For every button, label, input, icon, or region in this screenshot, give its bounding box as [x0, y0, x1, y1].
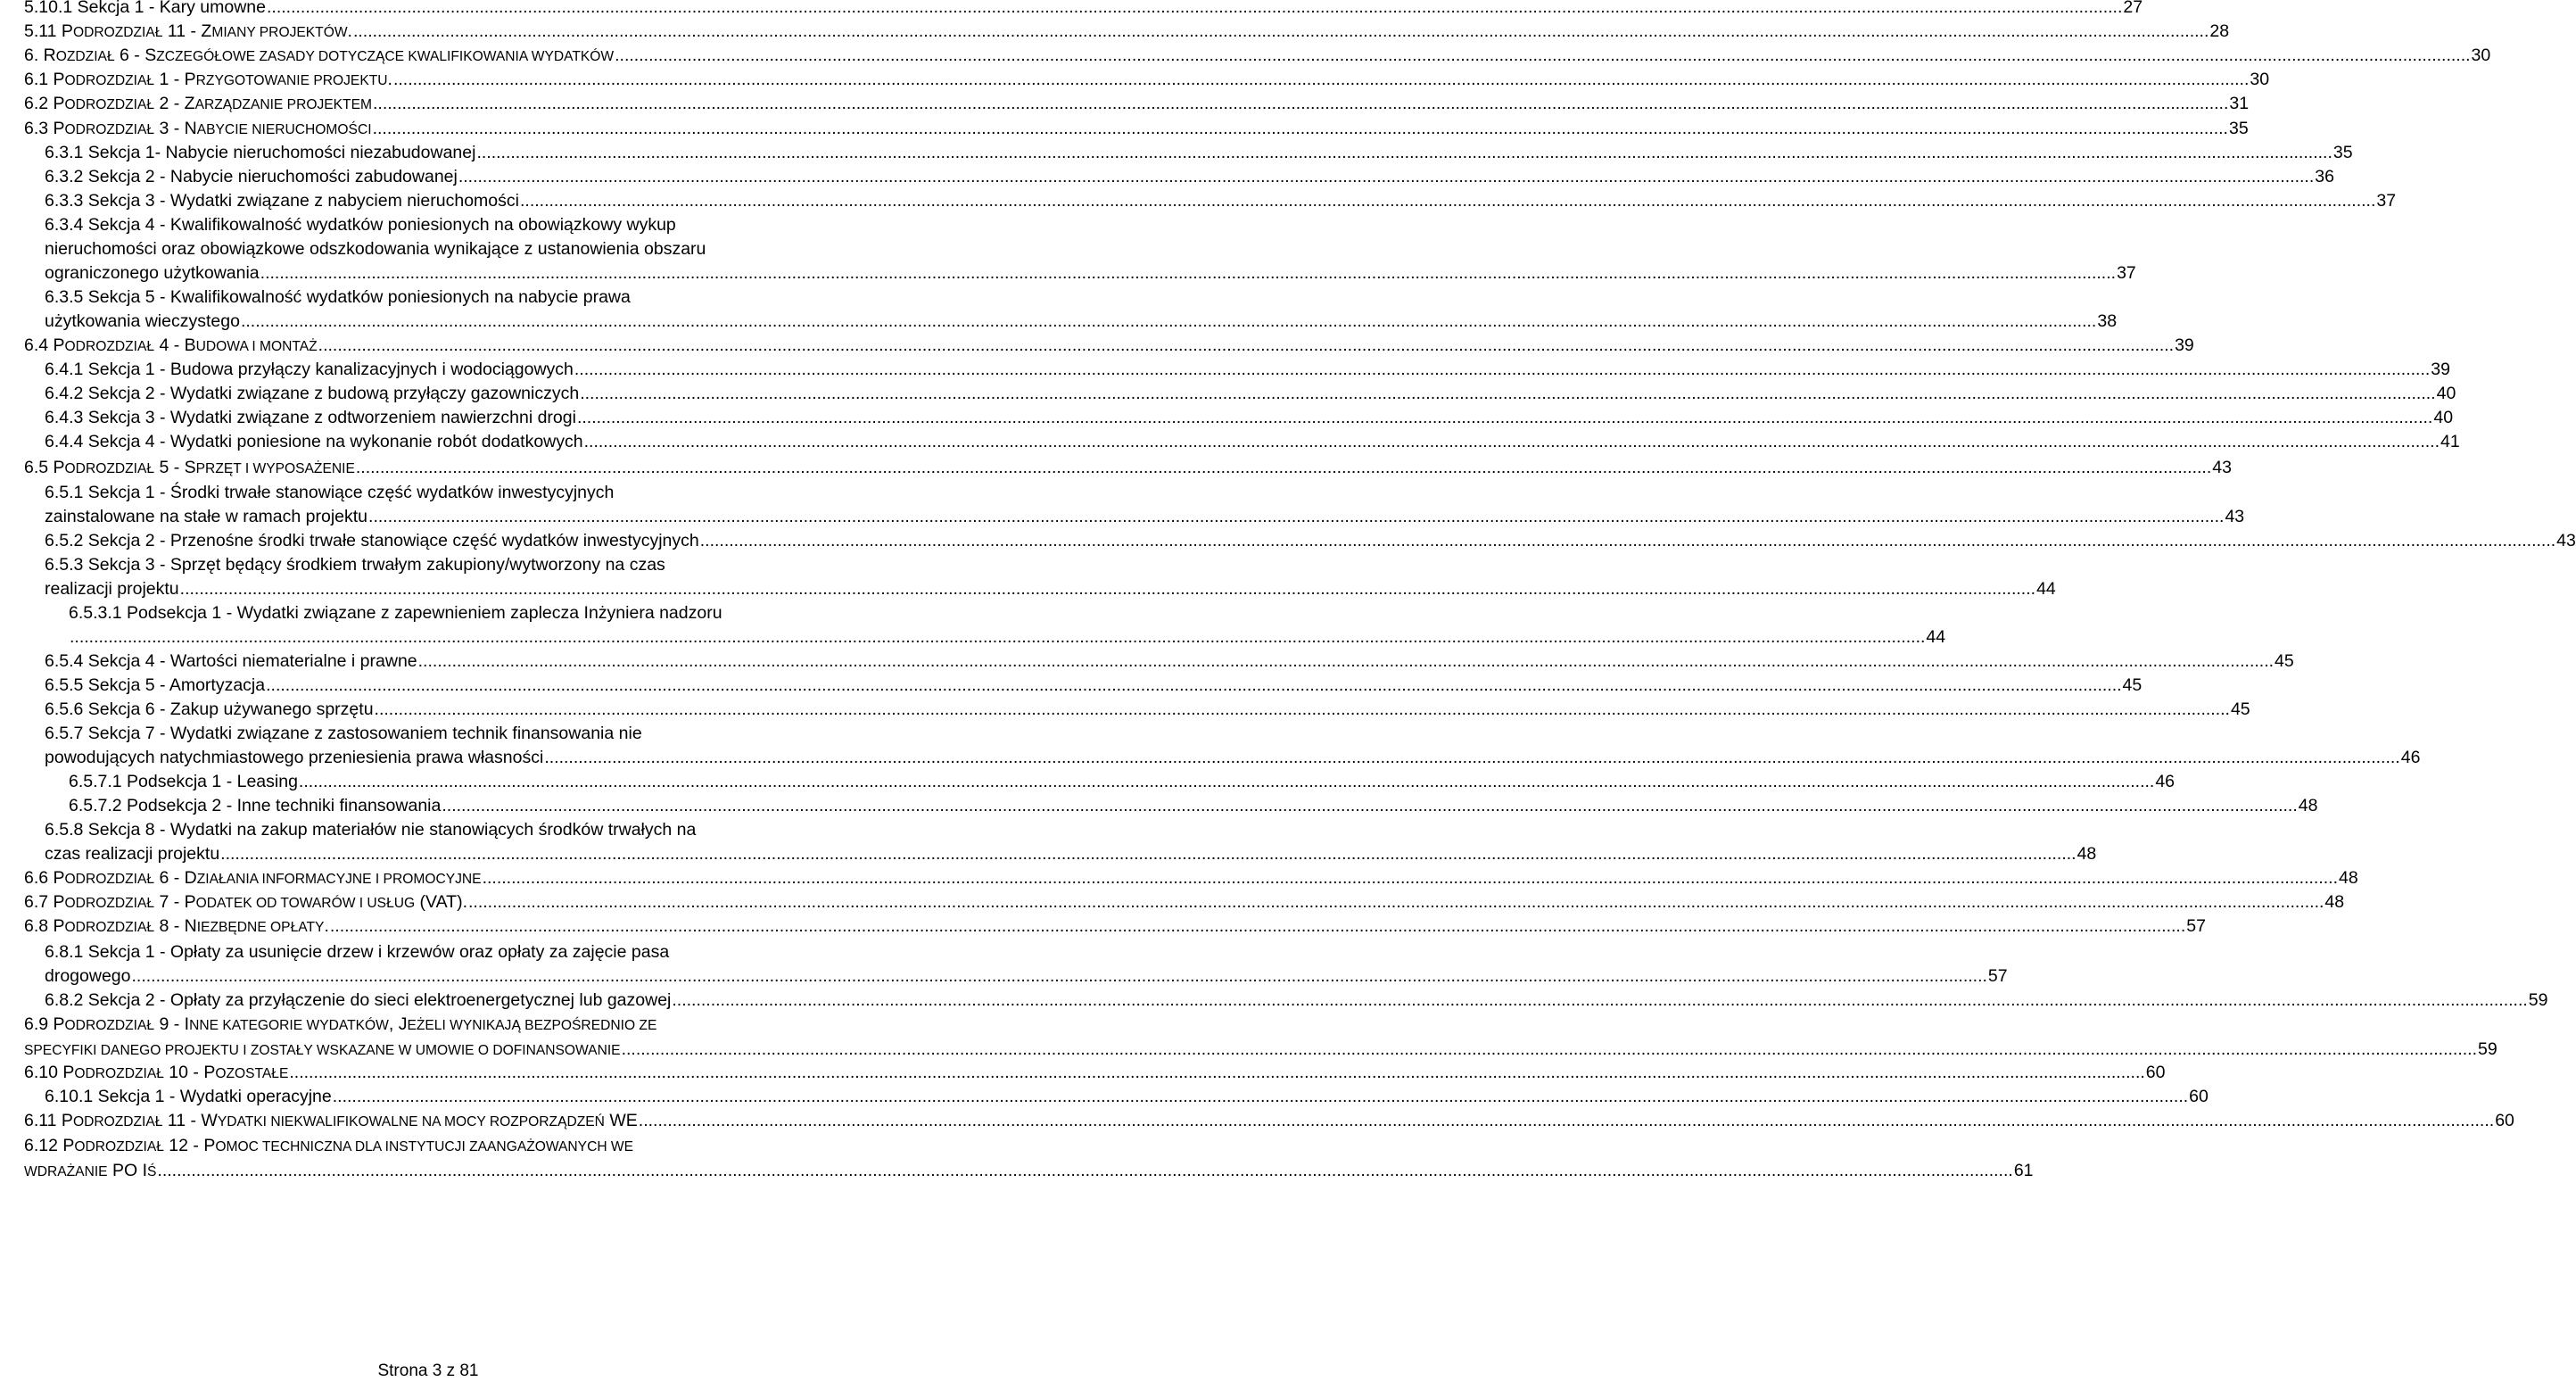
- toc-entry-page-number: 38: [2097, 311, 2118, 331]
- toc-entry-page-number: 39: [2431, 360, 2450, 379]
- toc-entry-line: [24, 914, 2206, 939]
- toc-entry-line: [45, 358, 2450, 382]
- toc-entry[interactable]: [45, 213, 2136, 286]
- toc-entry[interactable]: [24, 456, 2232, 481]
- toc-entry-line: [45, 842, 2097, 866]
- dot-leader: [577, 406, 2432, 430]
- toc-entry[interactable]: [24, 1109, 2514, 1134]
- dot-leader: [180, 577, 2035, 601]
- toc-entry-line: [45, 165, 2334, 189]
- toc-entry[interactable]: [45, 529, 2576, 553]
- toc-entry-page-number: 60: [2495, 1111, 2514, 1130]
- dot-leader: [333, 1085, 2188, 1109]
- toc-entry-title: drogowego: [45, 966, 131, 986]
- toc-entry[interactable]: [24, 117, 2249, 142]
- toc-entry[interactable]: [45, 674, 2143, 698]
- toc-entry-title: 6.8 PODROZDZIAŁ 8 - NIEZBĘDNE OPŁATY.: [24, 916, 329, 936]
- toc-entry-page-number: 39: [2175, 335, 2194, 355]
- toc-entry-line: [45, 261, 2136, 286]
- toc-entry[interactable]: [45, 940, 2008, 989]
- dot-leader: [266, 674, 2121, 698]
- toc-entry-title: 6.5.3 Sekcja 3 - Sprzęt będący środkiem trwałym zakupiony/wytworzony na czas: [45, 555, 665, 575]
- toc-entry-page-number: 35: [2228, 119, 2249, 138]
- toc-entry-line: [69, 601, 852, 625]
- toc-entry[interactable]: [24, 0, 2143, 20]
- toc-entry-page-number: 48: [2324, 892, 2345, 912]
- toc-entry-page-number: 40: [2436, 384, 2456, 403]
- toc-entry-line: [24, 20, 2230, 45]
- toc-entry-line: [45, 989, 2548, 1013]
- toc-entry-line: [24, 334, 2194, 359]
- dot-leader: [615, 44, 2470, 68]
- toc-entry-title: 6.4.4 Sekcja 4 - Wydatki poniesione na wykonanie robót dodatkowych: [45, 432, 583, 451]
- toc-entry-title: 6.5.7 Sekcja 7 - Wydatki związane z zastosowaniem technik finansowania nie: [45, 724, 642, 743]
- toc-entry[interactable]: [45, 1085, 2209, 1109]
- dot-leader: [622, 1038, 2477, 1062]
- toc-entry-title: 6.10 PODROZDZIAŁ 10 - POZOSTAŁE: [24, 1063, 289, 1082]
- toc-entry-title: realizacji projektu: [45, 579, 179, 599]
- toc-entry-line: [24, 866, 2358, 891]
- dot-leader: [468, 890, 2324, 914]
- toc-entry[interactable]: [24, 914, 2206, 939]
- toc-entry-line: [24, 117, 2249, 142]
- toc-entry-line: [69, 625, 1946, 650]
- toc-entry-page-number: 30: [2471, 46, 2491, 65]
- toc-entry-page-number: 48: [2298, 796, 2318, 815]
- toc-entry-title: 6.3.1 Sekcja 1- Nabycie nieruchomości niezabudowanej: [45, 143, 476, 162]
- toc-entry-title: 6.4.1 Sekcja 1 - Budowa przyłączy kanalizacyjnych i wodociągowych: [45, 360, 574, 379]
- toc-entry-line: [45, 940, 852, 964]
- toc-entry-line: [24, 1013, 852, 1038]
- toc-entry-line: [45, 286, 852, 310]
- toc-entry-title: 6.5.3.1 Podsekcja 1 - Wydatki związane z zapewnieniem zaplecza Inżyniera nadzoru: [69, 603, 722, 623]
- toc-entry-line: [45, 189, 2397, 213]
- toc-entry[interactable]: [24, 44, 2491, 69]
- toc-entry-title: 6.3.5 Sekcja 5 - Kwalifikowalność wydatków poniesionych na nabycie prawa: [45, 287, 631, 307]
- toc-entry[interactable]: [69, 770, 2176, 794]
- dot-leader: [299, 770, 2154, 794]
- dot-leader: [375, 698, 2230, 722]
- toc-entry-line: [45, 746, 2421, 770]
- dot-leader: [267, 0, 2122, 20]
- dot-leader: [672, 989, 2527, 1013]
- toc-entry-title: zainstalowane na stałe w ramach projektu: [45, 507, 368, 526]
- dot-leader: [442, 794, 2297, 818]
- dot-leader: [418, 650, 2274, 674]
- toc-entry-page-number: 36: [2315, 167, 2334, 186]
- toc-entry-title: 6.5.8 Sekcja 8 - Wydatki na zakup materiałów nie stanowiących środków trwałych na: [45, 820, 697, 840]
- dot-leader: [580, 382, 2435, 406]
- toc-entry[interactable]: [24, 92, 2250, 117]
- toc-entry-line: [24, 456, 2232, 481]
- toc-entry-line: [24, 1038, 2498, 1063]
- toc-entry-line: [24, 68, 2270, 93]
- toc-entry[interactable]: [45, 989, 2548, 1013]
- toc-entry[interactable]: [45, 650, 2294, 674]
- toc-entry-line: [24, 1134, 852, 1159]
- dot-leader: [700, 529, 2555, 553]
- toc-entry[interactable]: [45, 382, 2456, 406]
- toc-entry-title: 6.5.7.2 Podsekcja 2 - Inne techniki finansowania: [69, 796, 442, 815]
- toc-entry-line: [45, 722, 852, 746]
- dot-leader: [70, 625, 1925, 650]
- toc-entry-title: 6.1 PODROZDZIAŁ 1 - PRZYGOTOWANIE PROJEKTU.: [24, 70, 392, 89]
- toc-entry-title: 6.12 PODROZDZIAŁ 12 - POMOC TECHNICZNA DLA INSTYTUCJI ZAANGAŻOWANYCH WE: [24, 1136, 634, 1155]
- toc-entry-line: [45, 382, 2456, 406]
- toc-entry-line: [45, 818, 852, 842]
- toc-entry[interactable]: [24, 1013, 2498, 1063]
- toc-entry[interactable]: [45, 430, 2460, 454]
- toc-entry-line: [24, 92, 2250, 117]
- toc-entry-title: 6.8.1 Sekcja 1 - Opłaty za usunięcie drzew i krzewów oraz opłaty za zajęcie pasa: [45, 942, 670, 962]
- toc-entry-title: użytkowania wieczystego: [45, 311, 240, 331]
- toc-entry-title: 5.11 PODROZDZIAŁ 11 - ZMIANY PROJEKTÓW.: [24, 21, 352, 41]
- toc-entry-page-number: 59: [2528, 990, 2548, 1010]
- toc-entry-page-number: 60: [2189, 1087, 2209, 1106]
- toc-entry-line: [45, 430, 2460, 454]
- toc-entry-line: [45, 141, 2353, 165]
- toc-entry-line: [45, 674, 2143, 698]
- toc-entry-title: 6.4 PODROZDZIAŁ 4 - BUDOWA I MONTAŻ: [24, 335, 318, 355]
- toc-entry[interactable]: [24, 20, 2230, 45]
- dot-leader: [393, 68, 2249, 92]
- toc-entry-page-number: 57: [2186, 916, 2206, 936]
- toc-entry-page-number: 45: [2230, 699, 2250, 719]
- toc-entry-title: 6.5 PODROZDZIAŁ 5 - SPRZĘT I WYPOSAŻENIE: [24, 458, 355, 477]
- dot-leader: [544, 746, 2399, 770]
- toc-entry-line: [45, 964, 2008, 989]
- toc-entry[interactable]: [24, 1061, 2166, 1086]
- toc-entry-page-number: 43: [2225, 507, 2245, 526]
- toc-entry[interactable]: [45, 286, 2118, 334]
- toc-entry[interactable]: [24, 334, 2194, 359]
- toc-entry-page-number: 31: [2229, 94, 2250, 113]
- toc-entry-page-number: 44: [1926, 627, 1946, 647]
- dot-leader: [483, 866, 2338, 890]
- toc-entry-title: 6.3.4 Sekcja 4 - Kwalifikowalność wydatków poniesionych na obowiązkowy wykup: [45, 215, 676, 235]
- page-footer: Strona 3 z 81: [377, 1361, 479, 1380]
- toc-entry[interactable]: [45, 141, 2353, 165]
- toc-entry-title: 5.10.1 Sekcja 1 - Kary umowne: [24, 0, 266, 17]
- toc-entry-title: powodujących natychmiastowego przeniesienia prawa własności: [45, 748, 544, 767]
- toc-entry[interactable]: [45, 722, 2421, 770]
- toc-entry-title: 6.5.1 Sekcja 1 - Środki trwałe stanowiące część wydatków inwestycyjnych: [45, 483, 615, 502]
- dot-leader: [220, 842, 2076, 866]
- dot-leader: [330, 914, 2185, 939]
- toc-entry-title: SPECYFIKI DANEGO PROJEKTU I ZOSTAŁY WSKAZANE W UMOWIE O DOFINANSOWANIE: [24, 1043, 621, 1058]
- toc-entry-title: 6.3.3 Sekcja 3 - Wydatki związane z nabyciem nieruchomości: [45, 191, 519, 211]
- toc-entry-page-number: 40: [2433, 408, 2454, 427]
- toc-entry-line: [45, 310, 2118, 334]
- toc-entry[interactable]: [45, 358, 2450, 382]
- toc-entry-line: [45, 577, 2056, 601]
- dot-leader: [584, 430, 2440, 454]
- toc-entry-line: [45, 650, 2294, 674]
- toc-entry[interactable]: [24, 866, 2358, 891]
- toc-entry-page-number: 60: [2145, 1063, 2166, 1082]
- dot-leader: [368, 505, 2224, 529]
- toc-entry-title: 6.3 PODROZDZIAŁ 3 - NABYCIE NIERUCHOMOŚCI: [24, 119, 372, 138]
- toc-entry-title: 6.11 PODROZDZIAŁ 11 - WYDATKI NIEKWALIFIKOWALNE NA MOCY ROZPORZĄDZEŃ WE: [24, 1111, 638, 1130]
- toc-entry-page-number: 46: [2400, 748, 2421, 767]
- toc-entry-title: WDRAŻANIE PO IŚ: [24, 1161, 157, 1180]
- dot-leader: [318, 334, 2174, 358]
- toc-entry-line: [24, 1109, 2514, 1134]
- toc-entry-line: [24, 0, 2143, 20]
- toc-entry-page-number: 43: [2212, 458, 2232, 477]
- dot-leader: [520, 189, 2375, 213]
- toc-entry-page-number: 48: [2076, 844, 2097, 864]
- toc-entry-line: [45, 698, 2250, 722]
- toc-entry-page-number: 59: [2478, 1039, 2498, 1059]
- toc-entry-title: 6.5.2 Sekcja 2 - Przenośne środki trwałe stanowiące część wydatków inwestycyjnych: [45, 531, 699, 550]
- toc-entry[interactable]: [24, 1134, 2034, 1184]
- toc-entry[interactable]: [69, 794, 2318, 818]
- toc-entry[interactable]: [24, 890, 2345, 915]
- toc-entry-line: [45, 505, 2245, 529]
- dot-leader: [132, 964, 1987, 989]
- toc-entry[interactable]: [69, 601, 1946, 650]
- toc-entry-title: 6.5.6 Sekcja 6 - Zakup używanego sprzętu: [45, 699, 374, 719]
- toc-entry-line: [69, 794, 2318, 818]
- toc-entry[interactable]: [45, 818, 2097, 866]
- toc-entry-page-number: 43: [2556, 531, 2576, 550]
- dot-leader: [476, 141, 2332, 165]
- toc-entry[interactable]: [45, 189, 2397, 213]
- toc-entry-page-number: 28: [2209, 21, 2230, 41]
- toc-entry-title: czas realizacji projektu: [45, 844, 220, 864]
- toc-entry-title: 6.5.7.1 Podsekcja 1 - Leasing: [69, 772, 298, 791]
- dot-leader: [639, 1109, 2494, 1133]
- toc-entry-page-number: 41: [2440, 432, 2460, 451]
- toc-entry-page-number: 30: [2250, 70, 2270, 89]
- toc-entry[interactable]: [45, 165, 2334, 189]
- toc-entry-title: 6.4.2 Sekcja 2 - Wydatki związane z budową przyłączy gazowniczych: [45, 384, 580, 403]
- toc-entry-page-number: 61: [2013, 1161, 2034, 1180]
- toc-entry-title: 6.5.5 Sekcja 5 - Amortyzacja: [45, 675, 266, 695]
- toc-entry-line: [45, 529, 2576, 553]
- dot-leader: [574, 358, 2430, 382]
- toc-entry[interactable]: [45, 698, 2250, 722]
- toc-entry-line: [69, 770, 2176, 794]
- toc-entry-page-number: 48: [2339, 868, 2358, 888]
- toc-entry-line: [45, 406, 2454, 430]
- dot-leader: [353, 20, 2209, 44]
- toc-entry-page-number: 57: [1987, 966, 2008, 986]
- toc-entry-title: 6.8.2 Sekcja 2 - Opłaty za przyłączenie do sieci elektroenergetycznej lub gazowej: [45, 990, 672, 1010]
- toc-entry-page-number: 37: [2376, 191, 2397, 211]
- toc-entry-line: [45, 553, 852, 577]
- toc-entry-page-number: 45: [2122, 675, 2143, 695]
- toc-entry-title: 6.7 PODROZDZIAŁ 7 - PODATEK OD TOWARÓW I USŁUG (VAT).: [24, 892, 467, 912]
- toc-entry-title: 6.3.2 Sekcja 2 - Nabycie nieruchomości zabudowanej: [45, 167, 458, 186]
- toc-entry[interactable]: [45, 481, 2245, 529]
- toc-entry-page-number: 35: [2332, 143, 2353, 162]
- toc-entry[interactable]: [45, 553, 2056, 601]
- toc-entry-page-number: 27: [2123, 0, 2143, 17]
- toc-entry-line: [45, 1085, 2209, 1109]
- toc-entry-title: 6.6 PODROZDZIAŁ 6 - DZIAŁANIA INFORMACYJNE I PROMOCYJNE: [24, 868, 482, 888]
- toc-entry-line: [24, 890, 2345, 915]
- toc-entry-page-number: 45: [2275, 651, 2294, 671]
- toc-entry-page-number: 46: [2155, 772, 2176, 791]
- toc-entry-page-number: 44: [2036, 579, 2056, 599]
- dot-leader: [356, 456, 2211, 480]
- toc-entry[interactable]: [45, 406, 2454, 430]
- dot-leader: [458, 165, 2314, 189]
- toc-entry-page-number: 37: [2117, 263, 2136, 283]
- toc-entry-line: [24, 1159, 2034, 1184]
- toc-entry-title: 6.2 PODROZDZIAŁ 2 - ZARZĄDZANIE PROJEKTEM: [24, 94, 372, 113]
- toc-entry-title: 6.10.1 Sekcja 1 - Wydatki operacyjne: [45, 1087, 332, 1106]
- dot-leader: [289, 1061, 2144, 1085]
- toc-entry-line: [45, 213, 852, 237]
- dot-leader: [373, 117, 2228, 141]
- toc-entry-title: 6.4.3 Sekcja 3 - Wydatki związane z odtworzeniem nawierzchni drogi: [45, 408, 576, 427]
- toc-entry[interactable]: [24, 68, 2270, 93]
- toc-entry-line: [24, 1061, 2166, 1086]
- toc-entry-title: 6.5.4 Sekcja 4 - Wartości niematerialne i prawne: [45, 651, 417, 671]
- dot-leader: [373, 92, 2228, 116]
- toc-entry-line: [24, 44, 2491, 69]
- toc-entry-title: 6.9 PODROZDZIAŁ 9 - INNE KATEGORIE WYDATKÓW, JEŻELI WYNIKAJĄ BEZPOŚREDNIO ZE: [24, 1014, 657, 1034]
- toc-entry-line: [45, 481, 852, 505]
- dot-leader: [241, 310, 2096, 334]
- toc-entry-title: nieruchomości oraz obowiązkowe odszkodowania wynikające z ustanowienia obszaru: [45, 239, 706, 259]
- dot-leader: [260, 261, 2116, 286]
- toc-entry-title: ograniczonego użytkowania: [45, 263, 260, 283]
- toc-entry-line: [45, 237, 852, 261]
- toc-entry-title: 6. ROZDZIAŁ 6 - SZCZEGÓŁOWE ZASADY DOTYCZĄCE KWALIFIKOWANIA WYDATKÓW: [24, 46, 615, 65]
- dot-leader: [157, 1159, 2012, 1183]
